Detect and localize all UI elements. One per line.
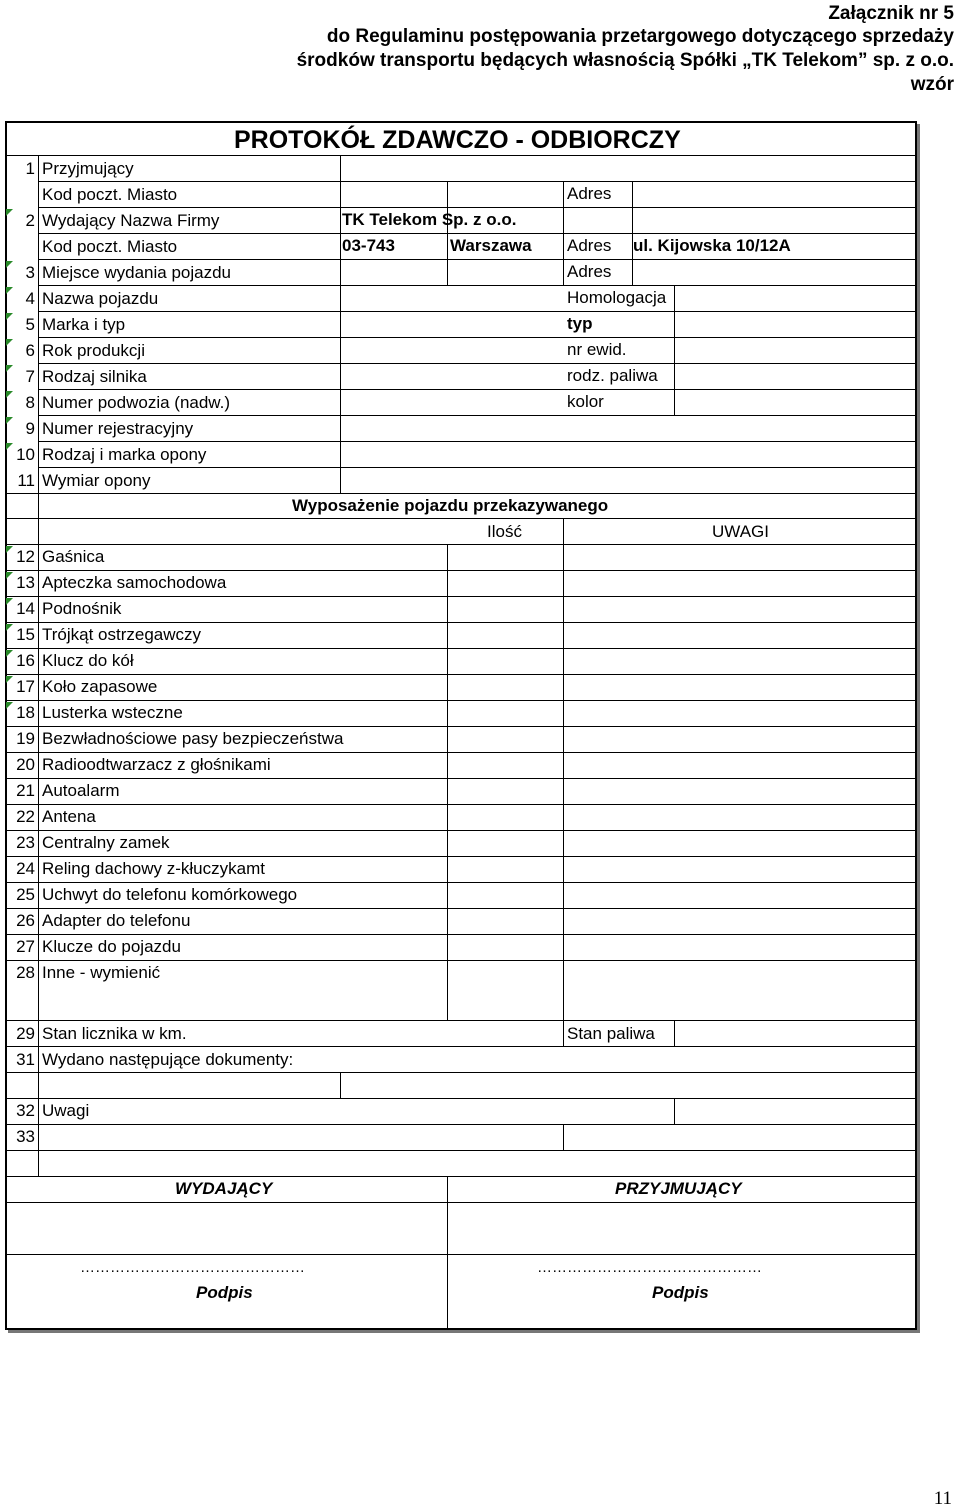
equipment-number: 24 — [16, 859, 35, 878]
grid-line — [38, 207, 917, 208]
grid-line — [5, 908, 917, 909]
grid-line — [5, 596, 917, 597]
equipment-label: Centralny zamek — [42, 833, 170, 852]
row-number: 10 — [16, 445, 35, 464]
grid-line — [563, 181, 564, 285]
equipment-number: 25 — [16, 885, 35, 904]
grid-line — [5, 934, 917, 935]
grid-line — [5, 960, 917, 961]
row-label: Przyjmujący — [42, 159, 134, 178]
row-label: Nazwa pojazdu — [42, 289, 159, 308]
grid-line — [5, 518, 917, 519]
grid-line — [5, 622, 917, 623]
grid-line — [563, 518, 564, 1020]
company-street: ul. Kijowska 10/12A — [633, 236, 791, 255]
row-label: Rodzaj silnika — [42, 367, 147, 386]
equipment-number: 15 — [16, 625, 35, 644]
recipient-signature-title: PRZYJMUJĄCY — [615, 1179, 742, 1198]
equipment-label: Adapter do telefonu — [42, 911, 191, 930]
row-number: 1 — [25, 159, 35, 178]
grid-line — [5, 726, 917, 727]
row-label: Rodzaj i marka opony — [42, 445, 207, 464]
address-label-recipient: Adres — [567, 184, 612, 203]
equipment-label: Radioodtwarzacz z głośnikami — [42, 755, 271, 774]
row-33-number: 33 — [16, 1127, 35, 1146]
grid-line — [5, 778, 917, 779]
equipment-label: Uchwyt do telefonu komórkowego — [42, 885, 298, 904]
row-number: 2 — [25, 211, 35, 230]
grid-line — [38, 441, 917, 442]
row-label: Miejsce wydania pojazdu — [42, 263, 231, 282]
row-number: 5 — [25, 315, 35, 334]
grid-line — [5, 155, 917, 156]
grid-line — [5, 1046, 917, 1047]
fuel-type-label: rodz. paliwa — [567, 366, 658, 385]
registry-number-label: nr ewid. — [567, 340, 627, 359]
grid-line — [340, 1072, 341, 1098]
regulation-line-1: do Regulaminu postępowania przetargowego dotyczącego sprzedaży — [326, 26, 954, 47]
equipment-number: 14 — [16, 599, 35, 618]
row-number: 8 — [25, 393, 35, 412]
row-number: 3 — [25, 263, 35, 282]
equipment-number: 13 — [16, 573, 35, 592]
equipment-number: 17 — [16, 677, 35, 696]
equipment-number: 22 — [16, 807, 35, 826]
grid-line — [674, 1020, 675, 1046]
equipment-number: 21 — [16, 781, 35, 800]
equipment-number: 28 — [16, 963, 35, 982]
row-label: Rok produkcji — [42, 341, 145, 360]
company-postal-code: 03-743 — [342, 236, 395, 255]
row-number: 4 — [25, 289, 35, 308]
row-number: 11 — [17, 471, 35, 490]
address-label-issuer: Adres — [567, 236, 612, 255]
grid-line — [5, 856, 917, 857]
equipment-number: 19 — [16, 729, 35, 748]
row-32-number: 32 — [16, 1101, 35, 1120]
equipment-label: Klucze do pojazdu — [42, 937, 181, 956]
grid-line — [5, 1124, 917, 1125]
row-label: Kod poczt. Miasto — [42, 237, 178, 256]
company-name: TK Telekom Sp. z o.o. — [342, 210, 517, 229]
equipment-label: Trójkąt ostrzegawczy — [42, 625, 202, 644]
grid-line — [38, 311, 917, 312]
notes-column-header: UWAGI — [712, 522, 769, 541]
grid-line — [5, 830, 917, 831]
grid-line — [5, 752, 917, 753]
grid-line — [5, 804, 917, 805]
equipment-label: Apteczka samochodowa — [42, 573, 227, 592]
row-label: Numer podwozia (nadw.) — [42, 393, 231, 412]
address-label-place: Adres — [567, 262, 612, 281]
grid-line — [38, 155, 39, 1176]
equipment-number: 26 — [16, 911, 35, 930]
grid-line — [38, 467, 917, 468]
grid-line — [5, 570, 917, 571]
grid-line — [340, 155, 341, 493]
grid-line — [632, 181, 633, 285]
row-number: 7 — [25, 367, 35, 386]
grid-line — [38, 337, 917, 338]
row-label: Wydający Nazwa Firmy — [42, 211, 220, 230]
grid-line — [5, 493, 917, 494]
grid-line — [38, 233, 917, 234]
row-label: Marka i typ — [42, 315, 126, 334]
equipment-label: Lusterka wsteczne — [42, 703, 183, 722]
grid-line — [563, 1124, 564, 1150]
row-number: 9 — [25, 419, 35, 438]
issuer-signature-line: ……………………………………… — [80, 1259, 305, 1276]
grid-line — [447, 1176, 448, 1328]
grid-line — [38, 389, 917, 390]
row-label: Kod poczt. Miasto — [42, 185, 178, 204]
equipment-number: 12 — [16, 547, 35, 566]
grid-line — [5, 544, 917, 545]
equipment-number: 20 — [16, 755, 35, 774]
equipment-number: 16 — [16, 651, 35, 670]
homologation-label: Homologacja — [567, 288, 667, 307]
row-label: Wymiar opony — [42, 471, 151, 490]
grid-line — [38, 415, 917, 416]
grid-line — [447, 544, 448, 1020]
row-29-number: 29 — [16, 1024, 35, 1043]
page-number: 11 — [933, 1488, 952, 1509]
equipment-label: Gaśnica — [42, 547, 105, 566]
grid-line — [674, 1098, 675, 1124]
row-label: Numer rejestracyjny — [42, 419, 194, 438]
grid-line — [5, 882, 917, 883]
recipient-signature-caption: Podpis — [652, 1283, 709, 1302]
equipment-heading: Wyposażenie pojazdu przekazywanego — [292, 496, 609, 515]
odometer-label: Stan licznika w km. — [42, 1024, 187, 1043]
company-city: Warszawa — [450, 236, 532, 255]
grid-line — [447, 181, 448, 285]
equipment-label: Koło zapasowe — [42, 677, 158, 696]
attachment-number: Załącznik nr 5 — [828, 3, 954, 24]
equipment-label: Podnośnik — [42, 599, 122, 618]
equipment-label: Antena — [42, 807, 96, 826]
grid-line — [5, 1072, 917, 1073]
grid-line — [5, 674, 917, 675]
grid-line — [5, 1098, 917, 1099]
grid-line — [5, 648, 917, 649]
grid-line — [38, 363, 917, 364]
grid-line — [674, 285, 675, 415]
grid-line — [5, 1150, 917, 1151]
regulation-line-2: środków transportu będących własnością Spółki „TK Telekom” sp. z o.o. — [296, 50, 954, 71]
fuel-level-label: Stan paliwa — [567, 1024, 655, 1043]
equipment-label: Reling dachowy z-kłuczykamt — [42, 859, 265, 878]
grid-line — [38, 259, 917, 260]
grid-line — [38, 181, 917, 182]
type-label: typ — [567, 314, 593, 333]
grid-line — [5, 1202, 917, 1203]
color-label: kolor — [567, 392, 604, 411]
grid-line — [38, 285, 917, 286]
equipment-label: Inne - wymienić — [42, 963, 161, 982]
grid-line — [563, 1020, 564, 1046]
row-31-number: 31 — [16, 1050, 35, 1069]
equipment-number: 18 — [16, 703, 35, 722]
grid-line — [5, 700, 917, 701]
grid-line — [5, 1254, 917, 1255]
quantity-column-header: Ilość — [487, 522, 522, 541]
equipment-number: 27 — [16, 937, 35, 956]
remarks-label: Uwagi — [42, 1101, 90, 1120]
template-label: wzór — [910, 74, 954, 95]
equipment-label: Bezwładnościowe pasy bezpieczeństwa — [42, 729, 344, 748]
equipment-label: Autoalarm — [42, 781, 120, 800]
equipment-label: Klucz do kół — [42, 651, 134, 670]
grid-line — [5, 1020, 917, 1021]
equipment-number: 23 — [16, 833, 35, 852]
issuer-signature-caption: Podpis — [196, 1283, 253, 1302]
recipient-signature-line: ……………………………………… — [537, 1259, 762, 1276]
issuer-signature-title: WYDAJĄCY — [175, 1179, 273, 1198]
row-number: 6 — [25, 341, 35, 360]
grid-line — [5, 1176, 917, 1177]
documents-issued-label: Wydano następujące dokumenty: — [42, 1050, 294, 1069]
form-title: PROTOKÓŁ ZDAWCZO - ODBIORCZY — [234, 126, 681, 154]
